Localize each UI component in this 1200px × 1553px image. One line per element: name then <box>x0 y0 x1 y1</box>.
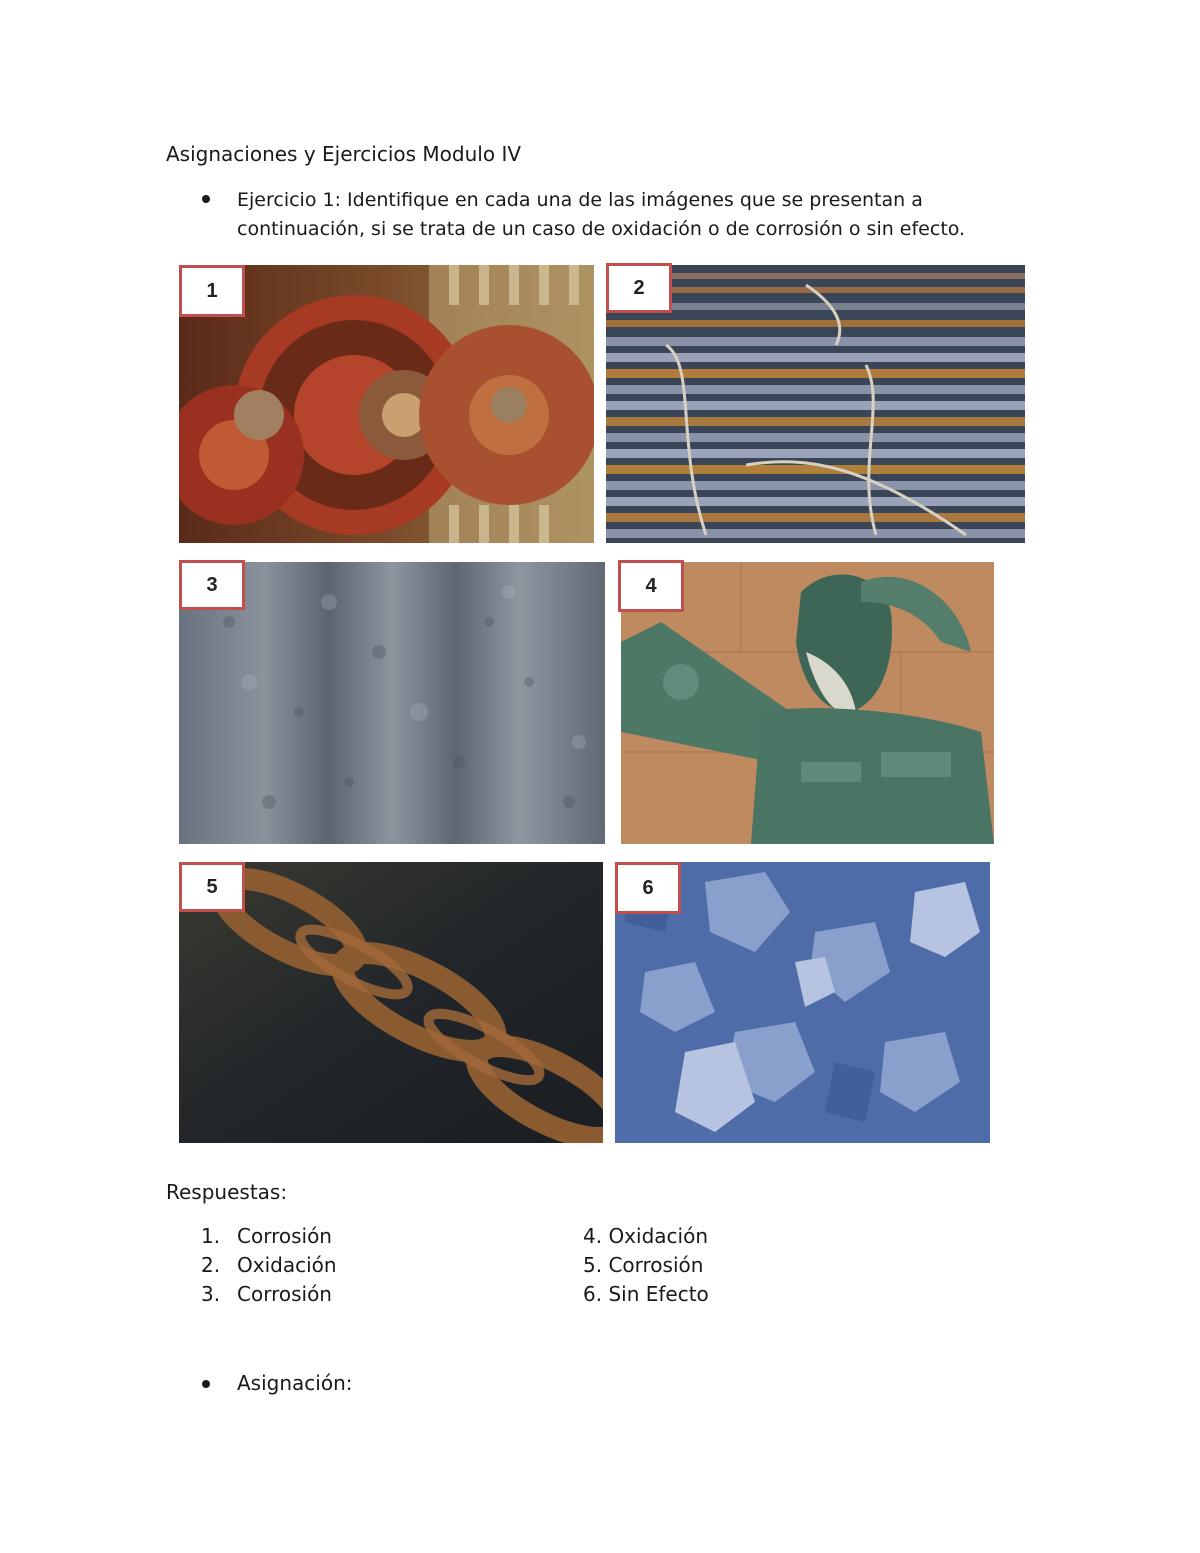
image-2-number: 2 <box>606 263 672 313</box>
exercise-body: Identifique en cada una de las imágenes que se presentan a continuación, si se trata de un caso de oxidación o de corrosión o sin efecto. <box>237 189 966 240</box>
exercise-instruction <box>237 186 1037 244</box>
answer-4: 4. Oxidación <box>583 1224 708 1248</box>
bullet-icon <box>202 1380 210 1388</box>
image-4-number: 4 <box>618 560 684 612</box>
bullet-icon <box>202 195 210 203</box>
image-6-number: 6 <box>615 862 681 914</box>
answer-1 <box>201 1224 332 1248</box>
answer-2-number: 2. <box>201 1253 221 1277</box>
answer-5: 5. Corrosión <box>583 1253 704 1277</box>
answer-3-text: Corrosión <box>237 1282 332 1306</box>
answer-3 <box>201 1282 332 1306</box>
page-title: Asignaciones y Ejercicios Modulo IV <box>166 142 522 166</box>
answer-3-number: 3. <box>201 1282 221 1306</box>
answer-1-text: Corrosión <box>237 1224 332 1248</box>
exercise-label: Ejercicio 1: <box>237 189 341 211</box>
answers-heading: Respuestas: <box>166 1180 288 1204</box>
answer-1-number: 1. <box>201 1224 221 1248</box>
image-3-number: 3 <box>179 560 245 610</box>
image-1-number: 1 <box>179 265 245 317</box>
image-5-number: 5 <box>179 862 245 912</box>
answer-2 <box>201 1253 337 1277</box>
answer-6: 6. Sin Efecto <box>583 1282 709 1306</box>
assignment-label: Asignación: <box>237 1371 353 1395</box>
answer-2-text: Oxidación <box>237 1253 337 1277</box>
